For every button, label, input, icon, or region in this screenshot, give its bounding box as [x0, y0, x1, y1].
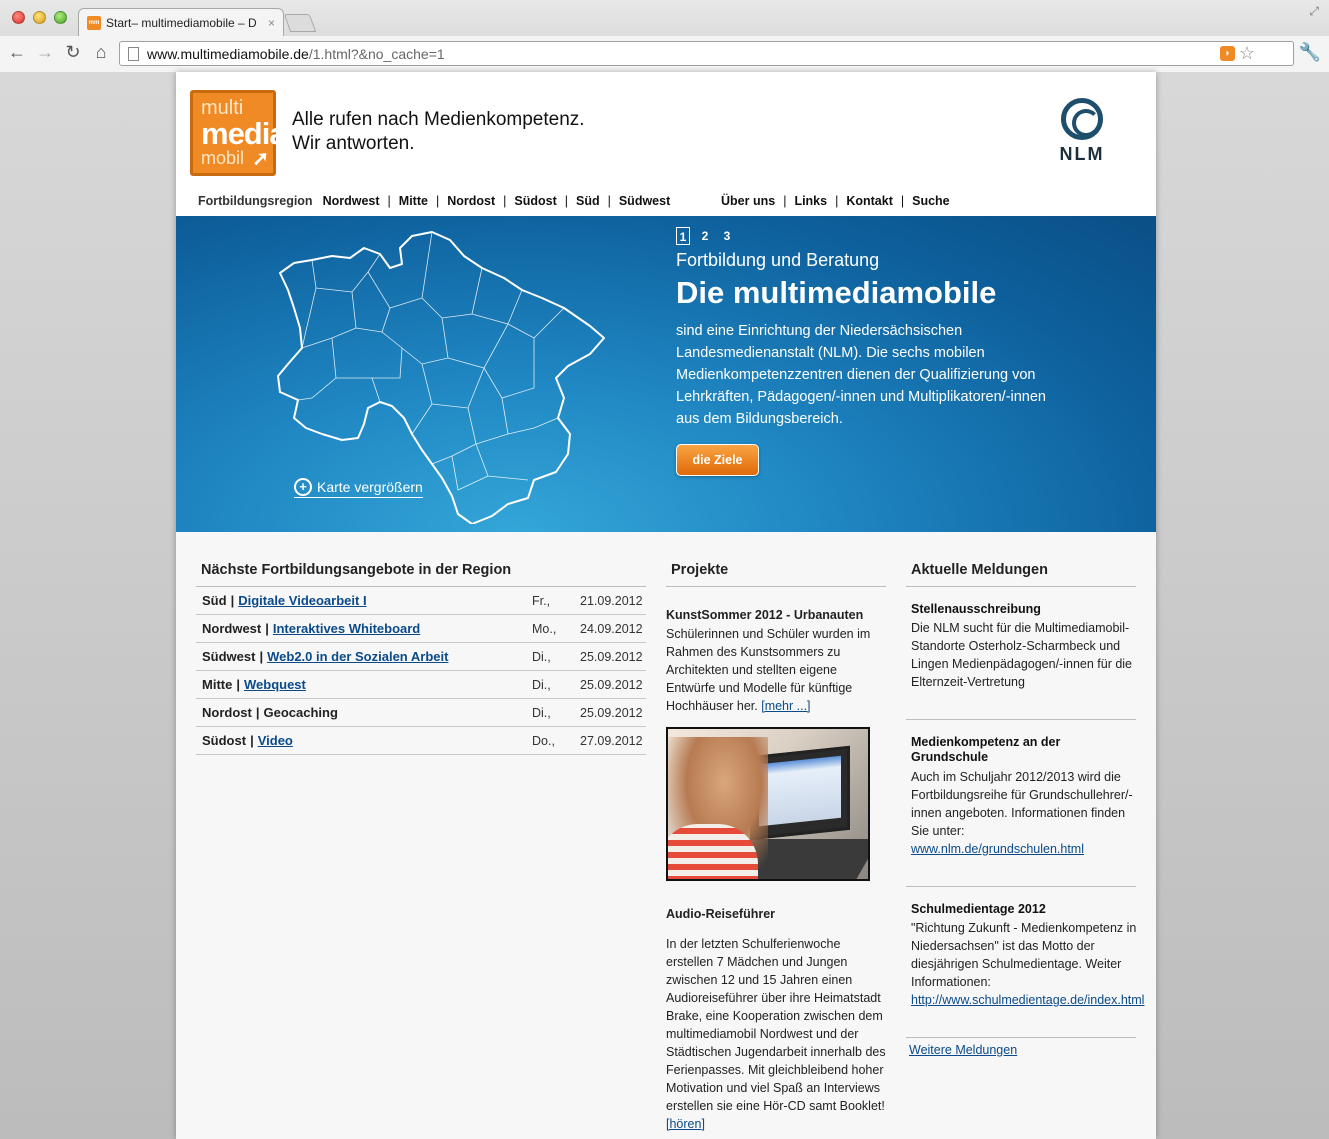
site-container: [176, 72, 1156, 1139]
project-more-link[interactable]: [mehr ...]: [761, 699, 811, 713]
nav-item-suche[interactable]: Suche: [912, 194, 950, 208]
hero-body: sind eine Einrichtung der Niedersächsischen Landesmedienanstalt (NLM). Die sechs mobilen Medienkompetenzzentren dienen der Qualifizierung von Lehrkräften, Pädagogen/-innen und Multiplikatoren/-innen aus dem Bildungsbereich.: [676, 323, 1046, 427]
course-row: [196, 587, 646, 615]
course-row: [196, 699, 646, 727]
hero-banner: [176, 216, 1156, 532]
hero-headline: Die multimediamobile: [676, 275, 997, 310]
site-header: [176, 72, 1156, 216]
course-date: 27.09.2012: [580, 733, 643, 748]
pipe: |: [259, 649, 264, 664]
tab-close-icon[interactable]: ×: [267, 15, 275, 30]
course-link[interactable]: Digitale Videoarbeit I: [238, 593, 367, 608]
news-body: Auch im Schuljahr 2012/2013 wird die Fortbildungsreihe für Grundschullehrer/-innen angeboten. Informationen finden Sie unter:: [911, 770, 1133, 838]
tagline: [292, 108, 585, 156]
news-text: [911, 768, 1143, 858]
nlm-logo[interactable]: [1052, 98, 1112, 165]
projects-rule: [666, 586, 886, 587]
nav-item-nordost[interactable]: Nordost: [447, 194, 496, 208]
pipe: |: [255, 705, 260, 720]
window-controls: [12, 11, 67, 24]
home-icon[interactable]: ⌂: [95, 42, 107, 62]
course-day: Di.,: [532, 677, 551, 692]
slide-page-2[interactable]: 2: [701, 229, 709, 243]
pipe: |: [236, 677, 240, 692]
nav-item-ueber-uns[interactable]: Über uns: [721, 194, 776, 208]
pipe: |: [265, 621, 269, 636]
rss-icon[interactable]: ◗: [1220, 46, 1235, 61]
logo-line-3: mobil: [201, 148, 245, 168]
nav-separator: |: [783, 194, 787, 208]
course-date: 24.09.2012: [580, 621, 643, 636]
project-title: Audio-Reiseführer: [666, 907, 776, 921]
news-text: Die NLM sucht für die Multimediamobil-Standorte Osterholz-Scharmbeck und Lingen Medienpädagogen/-innen für die Elternzeit-Vertretung: [911, 621, 1133, 689]
pipe: |: [230, 593, 235, 608]
project-text: [666, 935, 888, 1133]
course-link[interactable]: Video: [257, 733, 293, 748]
fullscreen-icon[interactable]: ⤢: [1309, 4, 1319, 18]
browser-chrome: [0, 0, 1329, 72]
zoom-window-button[interactable]: [54, 11, 67, 24]
new-tab-button[interactable]: [284, 14, 317, 32]
tab-title: Start– multimediamobile – D: [106, 15, 257, 30]
more-news: [909, 1041, 1141, 1059]
course-date: 21.09.2012: [580, 593, 643, 608]
region-nav: [198, 194, 670, 208]
course-region: Südost: [202, 733, 247, 748]
ziele-button[interactable]: die Ziele: [676, 444, 759, 476]
region-nav-label: Fortbildungsregion: [198, 194, 313, 208]
course-region: Nordwest: [202, 621, 262, 636]
service-nav: [721, 194, 950, 208]
nav-item-sued[interactable]: Süd: [575, 194, 600, 208]
project-title: KunstSommer 2012 - Urbanauten: [666, 608, 864, 622]
browser-toolbar: [0, 36, 1329, 72]
photo-screen: [759, 756, 841, 827]
nlm-logo-text: NLM: [1059, 144, 1105, 164]
favicon-icon: mm: [87, 16, 101, 30]
address-bar[interactable]: [119, 41, 1294, 66]
course-link[interactable]: Web2.0 in der Sozialen Arbeit: [267, 649, 449, 664]
news-body: "Richtung Zukunft - Medienkompetenz in Niedersachsen" ist das Motto der diesjährigen Schulmedientage. Weiter Informationen:: [911, 921, 1137, 989]
back-icon[interactable]: ←: [8, 42, 26, 62]
nav-separator: |: [564, 194, 568, 208]
course-day: Di.,: [532, 705, 551, 720]
news-heading: Aktuelle Meldungen: [911, 562, 1048, 578]
course-date: 25.09.2012: [580, 649, 643, 664]
news-link[interactable]: http://www.schulmedientage.de/index.html: [911, 993, 1145, 1007]
project-listen-link[interactable]: [hören]: [666, 1117, 705, 1131]
minimize-window-button[interactable]: [33, 11, 46, 24]
course-day: Do.,: [532, 733, 555, 748]
hero-kicker: Fortbildung und Beratung: [676, 250, 880, 270]
news-rule: [906, 586, 1136, 587]
course-link[interactable]: Webquest: [243, 677, 306, 692]
project-body: In der letzten Schulferienwoche erstellen 7 Mädchen und Jungen zwischen 12 und 15 Jahren einen Audioreiseführer über ihre Heimatstadt Brake, eine Kooperation zwischen dem multimediamobil Nordwest und der Städtischen Jugendarbeit innerhalb des Ferienpasses. Mit gleichbleibend hoher Motivation und viel Spaß an Interviews erstellen sie eine Hör-CD samt Booklet!: [666, 937, 886, 1113]
enlarge-map-link[interactable]: [294, 478, 423, 498]
projects-heading: Projekte: [671, 562, 729, 578]
news-rule: [906, 886, 1136, 887]
tagline-line-2: Wir antworten.: [292, 133, 415, 154]
close-window-button[interactable]: [12, 11, 25, 24]
course-region: Südwest: [202, 649, 256, 664]
logo-line-1: multi: [201, 97, 244, 119]
nav-separator: |: [435, 194, 440, 208]
news-title: Stellenausschreibung: [911, 602, 1041, 616]
nav-separator: |: [503, 194, 507, 208]
course-region: Mitte: [202, 677, 233, 692]
course-day: Mo.,: [532, 621, 557, 636]
nav-item-nordwest[interactable]: Nordwest: [322, 194, 380, 208]
news-rule: [906, 719, 1136, 720]
project-text: [666, 625, 888, 715]
news-rule: [906, 1037, 1136, 1038]
course-row: [196, 671, 646, 699]
courses-heading: Nächste Fortbildungsangebote in der Region: [201, 562, 512, 578]
nav-item-kontakt[interactable]: Kontakt: [846, 194, 893, 208]
wrench-menu-icon[interactable]: 🔧: [1298, 42, 1321, 62]
browser-tab[interactable]: [78, 8, 284, 36]
nav-item-suedwest[interactable]: Südwest: [618, 194, 671, 208]
course-title: Geocaching: [263, 705, 338, 720]
nav-separator: |: [900, 194, 905, 208]
course-row: [196, 727, 646, 755]
forward-icon[interactable]: →: [36, 42, 54, 62]
news-link[interactable]: www.nlm.de/grundschulen.html: [911, 842, 1084, 856]
project-body: Schülerinnen und Schüler wurden im Rahmen des Kunstsommers zu Architekten und stellten eigene Entwürfe und Modelle für künftige Hochhäuser her.: [666, 627, 871, 713]
nav-item-mitte[interactable]: Mitte: [398, 194, 428, 208]
url-host: www.multimediamobile.de: [147, 45, 309, 62]
slide-page-1[interactable]: 1: [676, 227, 690, 245]
nav-separator: |: [387, 194, 391, 208]
logo-line-2: media: [201, 116, 286, 151]
nav-separator: |: [835, 194, 839, 208]
more-news-link[interactable]: Weitere Meldungen: [909, 1043, 1018, 1057]
course-day: Fr.,: [532, 593, 551, 608]
slide-page-3[interactable]: 3: [723, 229, 731, 243]
course-date: 25.09.2012: [580, 705, 643, 720]
nav-separator: |: [607, 194, 611, 208]
course-region: Süd: [202, 593, 227, 608]
reload-icon[interactable]: ↻: [65, 42, 81, 62]
enlarge-map-label: Karte vergrößern: [317, 479, 423, 495]
pipe: |: [250, 733, 254, 748]
tagline-line-1: Alle rufen nach Medienkompetenz.: [292, 109, 585, 130]
multimediamobil-logo[interactable]: [190, 90, 286, 176]
course-link[interactable]: Interaktives Whiteboard: [272, 621, 421, 636]
nlm-emblem-icon: [1061, 98, 1103, 140]
zoom-in-icon: +: [294, 478, 312, 496]
news-title: Medienkompetenz an der Grundschule: [911, 735, 1061, 764]
course-region: Nordost: [202, 705, 252, 720]
slide-pager: [676, 227, 734, 245]
page-icon: [128, 47, 139, 61]
course-day: Di.,: [532, 649, 551, 664]
nav-item-links[interactable]: Links: [794, 194, 828, 208]
url-path: /1.html?&no_cache=1: [308, 45, 445, 62]
course-row: [196, 615, 646, 643]
nav-item-suedost[interactable]: Südost: [514, 194, 557, 208]
project-photo[interactable]: [666, 727, 870, 881]
news-title: Schulmedientage 2012: [911, 902, 1046, 916]
course-row: [196, 643, 646, 671]
course-date: 25.09.2012: [580, 677, 643, 692]
news-text: [911, 919, 1143, 1009]
cursor-icon: ➚: [252, 148, 269, 170]
bookmark-star-icon[interactable]: ☆: [1238, 43, 1255, 63]
